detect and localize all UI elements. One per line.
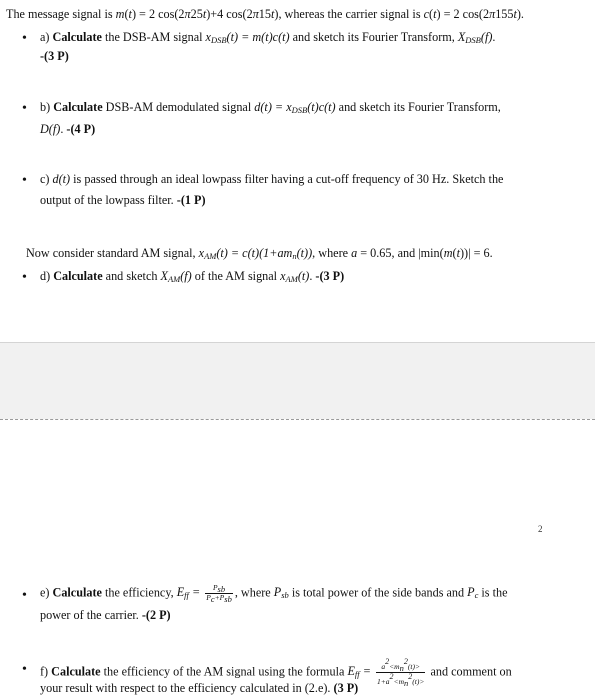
am-fourier-transform: $X_{AM}(f)$: [160, 269, 192, 284]
bullet-b: •: [22, 101, 27, 116]
part-f-verb: Calculate: [51, 664, 101, 679]
message-signal-formula: m: [115, 7, 125, 21]
bullet-e: •: [22, 588, 27, 603]
part-f-line1: f) Calculate the efficiency of the AM signal using the formula $E_{ff}$ = $\frac{a2<mn2(t)>}{1+a2<mn2(t)>}$ and comment on: [40, 657, 512, 688]
part-b-line1: b) Calculate DSB-AM demodulated signal $d(t) = x_{DSB}(t)c(t)$ and sketch its Fourier Transform,: [40, 100, 501, 115]
part-a-label: a): [40, 30, 53, 44]
intro-middle: , whereas the carrier signal is: [278, 7, 424, 21]
part-d-line1: d) Calculate and sketch $X_{AM}(f)$ of the AM signal $x_{AM}(t)$. -(3 P): [40, 269, 345, 284]
carrier-signal-formula: c: [423, 7, 430, 21]
part-a-line1: a) Calculate the DSB-AM signal $x_{DSB}(t) = m(t)c(t)$ and sketch its Fourier Transform, $X_{DSB}(f)$.: [40, 30, 496, 45]
part-b-line2: D(f). -(4 P): [40, 122, 96, 136]
bullet-a: •: [22, 31, 27, 46]
part-a-points: -(3 P): [40, 49, 69, 63]
efficiency-formula-f: $E_{ff}$ = $\frac{a2<mn2(t)>}{1+a2<mn2(t)>}$: [347, 657, 425, 688]
part-e-line2: power of the carrier. -(2 P): [40, 608, 171, 622]
part-f-label: f): [40, 664, 52, 679]
part-d-label: d): [40, 269, 54, 283]
part-d-points: -(3 P): [315, 269, 345, 283]
intro-prefix: The message signal is: [6, 7, 116, 21]
part-e-line1: e) Calculate the efficiency, $E_{ff}$ = $\frac{\text{Psb}}{\text{Pc+Psb}}$ , where $P_{sb}$ is total power of the side bands and $P_c$ is the: [40, 583, 508, 604]
page-break-band: [0, 342, 595, 419]
part-c-signal: d(t): [52, 172, 71, 186]
part-e-verb: Calculate: [52, 585, 102, 600]
page-divider: [0, 419, 595, 420]
demod-fourier-transform: D(f): [40, 122, 61, 136]
part-c-line1: c) d(t) is passed through an ideal lowpass filter having a cut-off frequency of 30 Hz. Sketch the: [40, 172, 504, 186]
dsb-signal-formula: $x_{DSB}(t) = m(t)c(t)$: [205, 30, 290, 45]
part-a-verb: Calculate: [52, 30, 102, 44]
part-c-label: c): [40, 172, 53, 186]
modulation-index: a: [351, 246, 358, 260]
part-b-label: b): [40, 100, 54, 114]
part-c-points: -(1 P): [176, 193, 206, 207]
page-number: 2: [538, 524, 543, 534]
part-e-points: -(2 P): [141, 608, 171, 622]
am-intro: Now consider standard AM signal, $x_{AM}(t) = c(t)(1+am_n(t))$, where a = 0.65, and |min(m(t))| = 6.: [26, 246, 493, 261]
part-c-line2: output of the lowpass filter. -(1 P): [40, 193, 206, 207]
part-f-points: (3 P): [333, 681, 359, 695]
sideband-power: $P_{sb}$: [273, 585, 289, 601]
part-b-points: -(4 P): [66, 122, 96, 136]
problem-intro: The message signal is m(t) = 2 cos(2π25t)+4 cos(2π15t), whereas the carrier signal is c(t) = 2 cos(2π155t).: [6, 7, 524, 21]
part-e-label: e): [40, 585, 53, 600]
am-signal: $x_{AM}(t)$: [280, 269, 310, 284]
carrier-power: $P_c$: [467, 585, 479, 601]
bullet-d: •: [22, 270, 27, 285]
min-message-formula: |min(m(t))| = 6: [418, 246, 490, 260]
demodulated-signal-formula: $d(t) = x_{DSB}(t)c(t)$: [254, 100, 336, 115]
dsb-fourier-transform: $X_{DSB}(f)$: [457, 30, 493, 45]
am-signal-formula: $x_{AM}(t) = c(t)(1+am_n(t))$: [198, 246, 313, 261]
part-f-line2: your result with respect to the efficiency calculated in (2.e). (3 P): [40, 681, 359, 695]
bullet-f: •: [22, 662, 27, 677]
efficiency-formula: $E_{ff}$ = $\frac{\text{Psb}}{\text{Pc+Psb}}$: [176, 583, 232, 604]
part-d-verb: Calculate: [53, 269, 103, 283]
part-b-verb: Calculate: [53, 100, 103, 114]
bullet-c: •: [22, 173, 27, 188]
